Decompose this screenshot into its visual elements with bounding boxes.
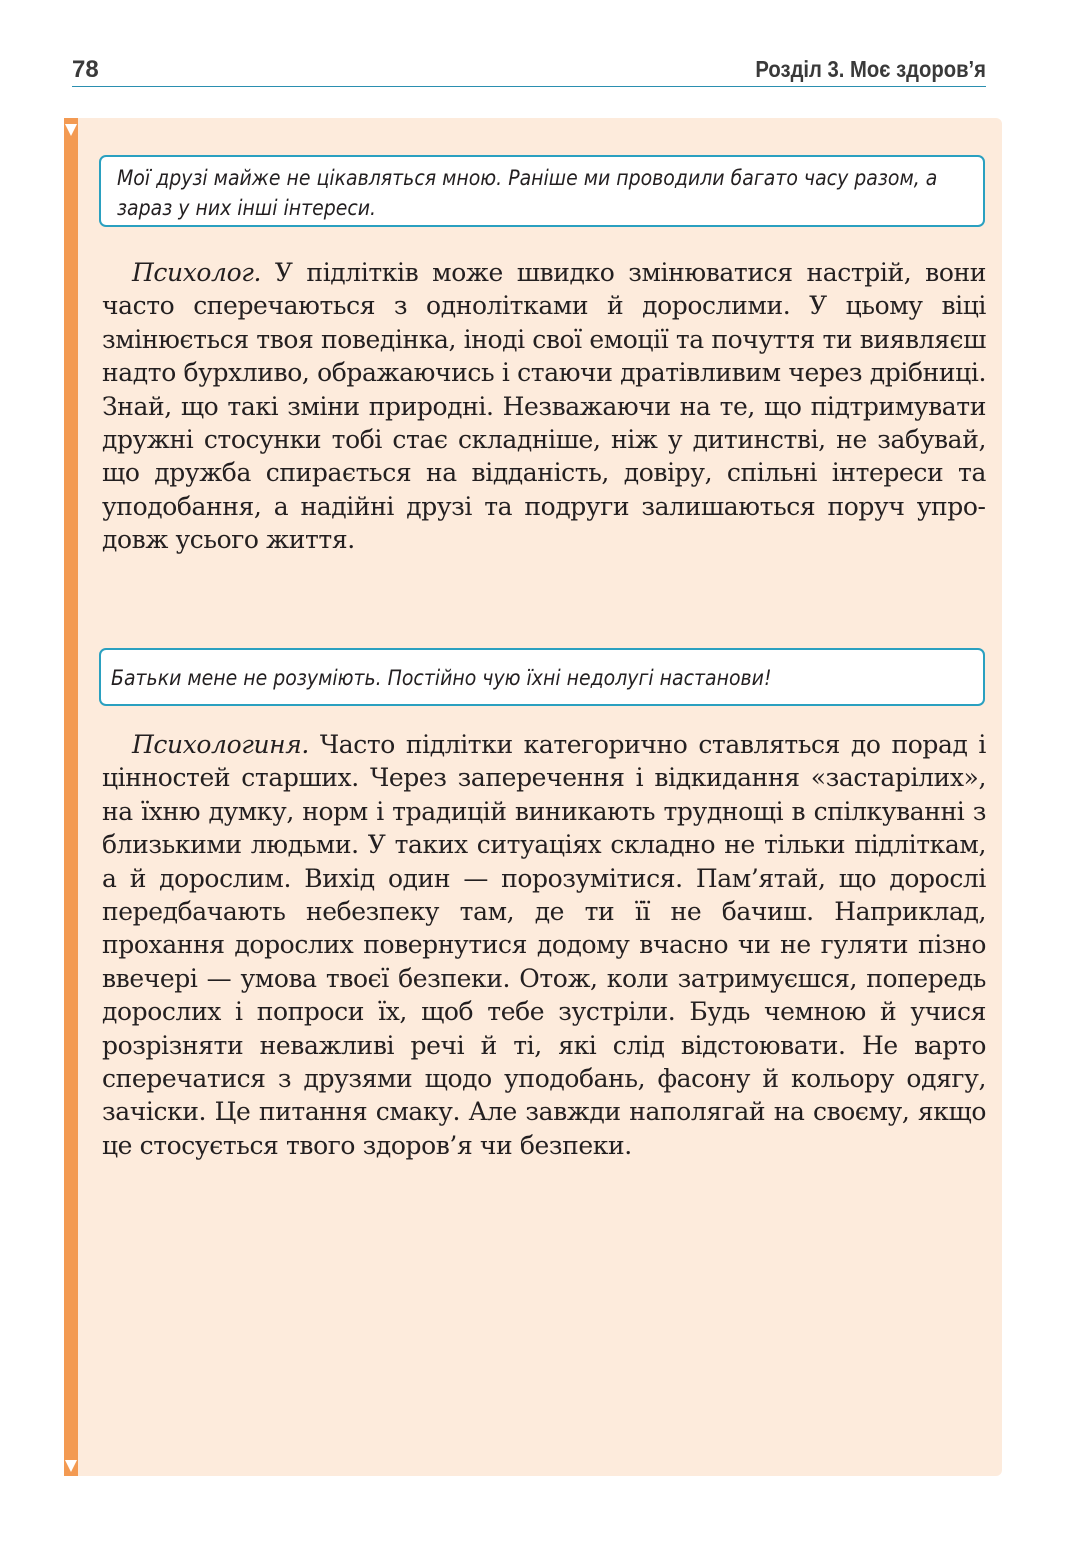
quote-box-parents — [99, 648, 985, 706]
answer-text: У підлітків може швидко змінюватися настрій, вони часто сперечаються з однолітками й дорослими. У цьому віці змінюється твоя поведінка, іноді свої емоції та почуття ти виявляєш надто бурхливо, ображаючись і стаючи дратівливим через дрібниці. Знай, що такі зміни природні. Незважаючи на те, що підтримувати дружні стосунки тобі стає складніше, ніж у дитинстві, не забувай, що дружба спирається на відданість, довіру, спільні інтереси та уподобання, а надійні друзі та подруги залишаються поруч упродовж усього життя. — [102, 258, 986, 555]
quote-text: Батьки мене не розуміють. Постійно чую їхні недолугі настанови! — [111, 666, 772, 690]
speaker-label: Психологиня. — [132, 730, 309, 759]
side-bar — [64, 118, 78, 1476]
answer-paragraph-psychologist — [102, 256, 986, 557]
content-panel — [64, 118, 1002, 1476]
section-title: Розділ 3. Моє здоров’я — [755, 56, 986, 82]
answer-paragraph-psychologist-female — [102, 728, 986, 1162]
page-header — [72, 52, 986, 87]
triangle-down-icon — [65, 1460, 77, 1472]
quote-text: Мої друзі майже не цікавляться мною. Раніше ми проводили багато часу разом, а зараз у них інші інтереси. — [117, 166, 938, 220]
page-number: 78 — [72, 56, 99, 83]
quote-box-friends — [99, 155, 985, 227]
triangle-down-icon — [65, 124, 77, 136]
speaker-label: Психолог. — [132, 258, 262, 287]
answer-text: Часто підлітки категорично ставляться до порад і цінностей старших. Через заперечення і відкидання «застарілих», на їхню думку, норм і традицій виникають труднощі в спілкуванні з близькими людьми. У таких ситуаціях складно не тільки підліткам, а й дорослим. Вихід один — порозумітися. Пам’ятай, що дорослі передбачають небезпеку там, де ти її не бачиш. Наприклад, прохання дорослих повернутися додому вчасно чи не гуляти пізно ввечері — умова твоєї безпеки. Отож, коли затримуєшся, попередь дорослих і попроси їх, щоб тебе зустріли. Будь чемною й учися розрізняти неважливі речі й ті, які слід відстоювати. Не варто сперечатися з друзями щодо уподобань, фасону й кольору одягу, зачіски. Це питання смаку. Але завжди наполягай на своєму, якщо це стосується твого здоров’я чи безпеки. — [102, 730, 986, 1160]
